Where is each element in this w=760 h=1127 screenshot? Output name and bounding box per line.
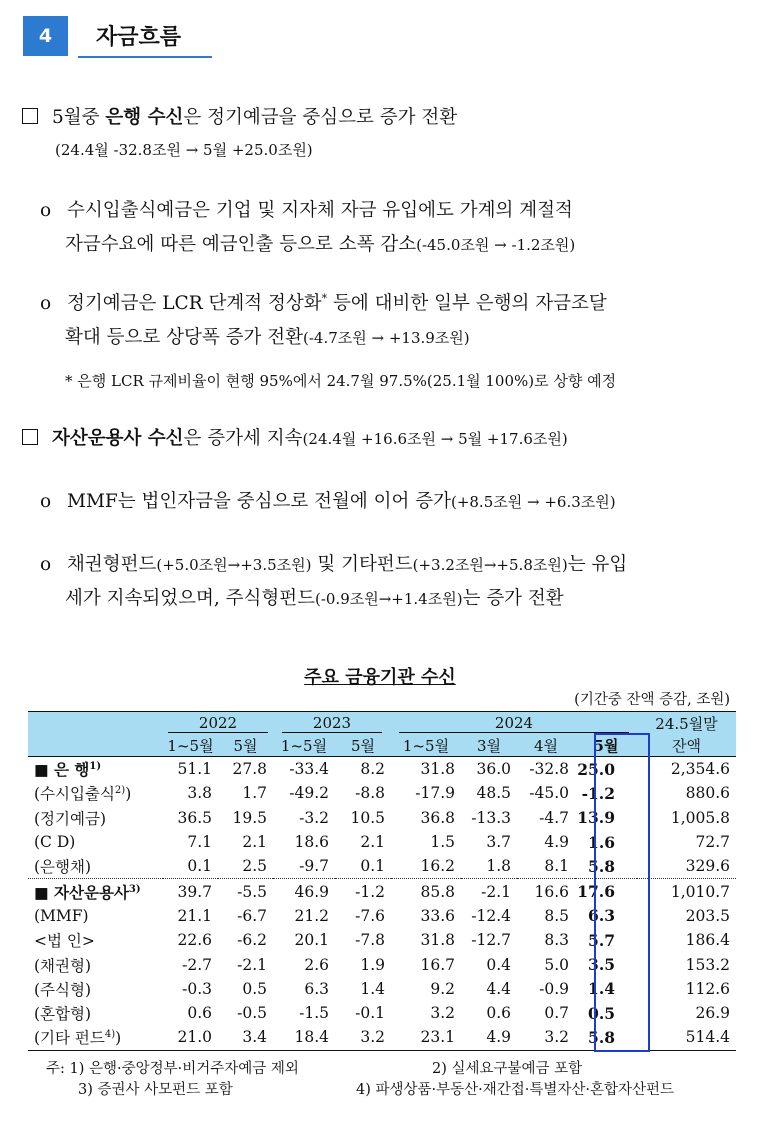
- bullet4-e: 는 유입: [567, 554, 628, 575]
- year-2022: 2022: [168, 714, 268, 733]
- table-cell: -2.1: [481, 882, 511, 901]
- cell-may-2024: 1.4: [588, 979, 615, 999]
- bullet4-b: (+5.0조원→+3.5조원): [156, 556, 312, 574]
- table-cell: 8.5: [544, 906, 569, 925]
- bullet2-sup: *: [321, 291, 328, 305]
- table-cell: 31.8: [420, 931, 455, 950]
- table-cell: 27.8: [232, 760, 267, 779]
- col-header: 3월: [461, 734, 517, 757]
- table-row: [28, 757, 736, 782]
- table-cell: 7.1: [187, 833, 212, 852]
- table-cell: 4.4: [486, 979, 511, 998]
- footnote-3: 3) 증권사 사모펀드 포함: [78, 1082, 233, 1098]
- bullet4-line2: [65, 584, 564, 610]
- cell-balance: 514.4: [685, 1028, 730, 1047]
- table-row: [28, 781, 736, 805]
- table-cell: 1.5: [430, 833, 455, 852]
- bullet4-d: (+3.2조원→+5.8조원): [412, 556, 568, 574]
- bullet-marker: o: [40, 293, 52, 314]
- cell-may-2024: 1.6: [588, 832, 615, 852]
- year-2023: 2023: [282, 714, 382, 733]
- table-cell: -3.2: [299, 808, 329, 827]
- cell-may-2024: 13.9: [577, 808, 615, 828]
- para-bank-deposits: [22, 103, 457, 129]
- cell-may-2024: 3.5: [588, 955, 615, 975]
- table-cell: -12.4: [471, 906, 511, 925]
- col-header: 5월: [335, 734, 391, 757]
- footnote-4: 4) 파생상품·부동산·재간접·특별자산·혼합자산펀드: [356, 1082, 675, 1098]
- table-cell: 3.2: [430, 1004, 455, 1023]
- para2-bold: 자산운용사 수신: [52, 428, 184, 449]
- table-row: [28, 854, 736, 879]
- table-cell: 0.1: [335, 854, 391, 879]
- table-cell: -6.2: [237, 931, 267, 950]
- table-cell: 31.8: [420, 760, 455, 779]
- table-row: [28, 952, 736, 976]
- table-cell: 2.1: [242, 833, 267, 852]
- row-label: (은행채): [28, 854, 163, 879]
- table-cell: 2.5: [218, 854, 273, 879]
- table-cell: 10.5: [350, 808, 385, 827]
- section-title-underline: [78, 56, 212, 58]
- table-cell: 48.5: [476, 784, 511, 803]
- table-cell: 3.7: [486, 833, 511, 852]
- table-cell: 36.5: [177, 808, 212, 827]
- table-cell: -1.5: [299, 1004, 329, 1023]
- table-cell: 18.4: [294, 1028, 329, 1047]
- row-label: ■ 은 행$^{1)}$: [34, 760, 102, 780]
- table-cell: 23.1: [420, 1028, 455, 1047]
- table-cell: -13.3: [471, 808, 511, 827]
- bullet2-tail: (-4.7조원 → +13.9조원): [302, 329, 470, 347]
- table-cell: -4.7: [539, 808, 569, 827]
- table-cell: -12.7: [471, 931, 511, 950]
- table-cell: -0.3: [182, 979, 212, 998]
- table-cell: -2.1: [237, 955, 267, 974]
- para1-bold: 은행 수신: [105, 107, 184, 128]
- cell-balance: 112.6: [685, 979, 730, 998]
- table-cell: 3.8: [187, 784, 212, 803]
- table-cell: 2.1: [360, 833, 385, 852]
- footnote-1: 주: 1) 은행·중앙정부·비거주자예금 제외: [46, 1061, 299, 1077]
- table-row: [28, 879, 736, 904]
- col-header: 1~5월: [163, 734, 218, 757]
- table-cell: -7.6: [355, 906, 385, 925]
- cell-may-2024: 0.5: [588, 1003, 615, 1023]
- table-row: [28, 928, 736, 952]
- bullet2-text2: 확대 등으로 상당폭 증가 전환: [65, 327, 303, 348]
- table-cell: -0.5: [237, 1004, 267, 1023]
- balance-header-2: 잔액: [637, 734, 736, 757]
- cell-balance: 186.4: [685, 931, 730, 950]
- table-cell: -49.2: [289, 784, 329, 803]
- table-cell: -2.7: [182, 955, 212, 974]
- table-cell: 0.4: [486, 955, 511, 974]
- header-row-periods: [28, 734, 736, 757]
- table-cell: 8.2: [360, 760, 385, 779]
- table-cell: -1.2: [355, 882, 385, 901]
- table-cell: 16.2: [391, 854, 461, 879]
- table-cell: -33.4: [289, 760, 329, 779]
- table-cell: -0.9: [539, 979, 569, 998]
- bullet4-line2-b: (-0.9조원→+1.4조원): [314, 590, 463, 608]
- table-cell: 46.9: [294, 882, 329, 901]
- bullet1-text2: 자금수요에 따른 예금인출 등으로 소폭 감소: [65, 234, 417, 255]
- cell-may-2024: 17.6: [577, 882, 615, 902]
- cell-balance: 153.2: [685, 955, 730, 974]
- cell-balance: 1,010.7: [670, 882, 730, 901]
- bullet-marker: o: [40, 491, 52, 512]
- cell-may-2024: 5.8: [588, 1027, 615, 1047]
- para2-tail: (24.4월 +16.6조원 → 5월 +17.6조원): [302, 430, 568, 448]
- bullet4-c: 및 기타펀드: [311, 554, 413, 575]
- para1-pre: 5월중: [52, 107, 106, 128]
- bullet-marker: o: [40, 200, 52, 221]
- row-label: (기타 펀드$^{4)}$): [34, 1029, 122, 1048]
- para-asset-managers: [22, 424, 568, 450]
- col-header: 5월: [218, 734, 273, 757]
- lcr-note: * 은행 LCR 규제비율이 현행 95%에서 24.7월 97.5%(25.1월 100%)로 상향 예정: [65, 372, 617, 390]
- row-label: <법 인>: [34, 932, 95, 951]
- bullet2-line1: [40, 289, 607, 315]
- table-cell: 0.7: [544, 1004, 569, 1023]
- table-cell: -9.7: [273, 854, 335, 879]
- table-cell: 1.8: [461, 854, 517, 879]
- table-cell: -45.0: [529, 784, 569, 803]
- table-cell: 0.6: [187, 1004, 212, 1023]
- table-row: [28, 806, 736, 830]
- bullet2-text1: 정기예금은 LCR 단계적 정상화: [67, 293, 322, 314]
- deposits-table: [28, 711, 736, 1051]
- table-unit: (기간중 잔액 증감, 조원): [574, 692, 730, 708]
- table-cell: 1.4: [360, 979, 385, 998]
- checkbox-square-icon: [22, 108, 38, 124]
- bullet4-a: 채권형펀드: [67, 554, 157, 575]
- table-cell: 18.6: [294, 833, 329, 852]
- bullet1-tail: (-45.0조원 → -1.2조원): [416, 236, 576, 254]
- table-row: [28, 1025, 736, 1050]
- table-row: [28, 977, 736, 1001]
- bullet1-line1: [40, 196, 573, 222]
- table-cell: 33.6: [420, 906, 455, 925]
- col-header: 4월: [517, 734, 575, 757]
- col-header: 1~5월: [273, 734, 335, 757]
- table-cell: 4.9: [544, 833, 569, 852]
- table-cell: 39.7: [177, 882, 212, 901]
- table-cell: 21.0: [177, 1028, 212, 1047]
- table-cell: 9.2: [430, 979, 455, 998]
- header-row-years: [28, 712, 736, 735]
- bullet-marker: o: [40, 554, 52, 575]
- table-cell: -17.9: [415, 784, 455, 803]
- table-caption: 주요 금융기관 수신: [304, 667, 456, 688]
- cell-balance: 1,005.8: [670, 808, 730, 827]
- table-cell: 0.6: [486, 1004, 511, 1023]
- table-cell: 85.8: [420, 882, 455, 901]
- bullet4-line2-c: 는 증가 전환: [462, 588, 564, 609]
- cell-may-2024: 25.0: [577, 759, 615, 779]
- table-cell: -32.8: [529, 760, 569, 779]
- row-label: (정기예금): [34, 809, 106, 828]
- table-cell: 36.0: [476, 760, 511, 779]
- para2-post: 은 증가세 지속: [183, 428, 303, 449]
- table-cell: -8.8: [355, 784, 385, 803]
- cell-may-2024: -1.2: [581, 783, 615, 803]
- table-cell: 1.7: [242, 784, 267, 803]
- cell-may-2024: 6.3: [588, 906, 615, 926]
- bullet3-tail: (+8.5조원 → +6.3조원): [450, 493, 616, 511]
- table-cell: 3.4: [242, 1028, 267, 1047]
- table-cell: 20.1: [294, 931, 329, 950]
- table-cell: 16.6: [534, 882, 569, 901]
- cell-may-2024: 5.7: [588, 930, 615, 950]
- row-label: (C D): [34, 833, 76, 852]
- table-cell: 21.2: [294, 906, 329, 925]
- table-cell: 51.1: [177, 760, 212, 779]
- checkbox-square-icon: [22, 429, 38, 445]
- table-cell: -6.7: [237, 906, 267, 925]
- para1-post: 은 정기예금을 중심으로 증가 전환: [183, 107, 458, 128]
- footnote-2: 2) 실세요구불예금 포함: [432, 1061, 583, 1077]
- row-label: ■ 자산운용사$^{3)}$: [34, 882, 141, 902]
- table-cell: -5.5: [237, 882, 267, 901]
- cell-may-2024: 5.8: [575, 854, 637, 879]
- section-number-badge: 4: [23, 16, 68, 56]
- table-cell: 8.1: [517, 854, 575, 879]
- bullet3-line1: [40, 487, 616, 513]
- bullet1-line2: [65, 230, 575, 256]
- bullet2-text1b: 등에 대비한 일부 은행의 자금조달: [327, 293, 607, 314]
- year-2024: 2024: [399, 714, 629, 733]
- table-row: [28, 1001, 736, 1025]
- bullet3-text: MMF는 법인자금을 중심으로 전월에 이어 증가: [67, 491, 451, 512]
- row-label: (채권형): [34, 956, 92, 975]
- row-label: (MMF): [34, 906, 89, 925]
- section-title: 자금흐름: [96, 25, 182, 50]
- table-cell: 8.3: [544, 931, 569, 950]
- cell-balance: 26.9: [695, 1004, 730, 1023]
- cell-balance: 2,354.6: [670, 760, 730, 779]
- table-cell: 36.8: [420, 808, 455, 827]
- cell-balance: 329.6: [637, 854, 736, 879]
- para1-sub: (24.4월 -32.8조원 → 5월 +25.0조원): [55, 141, 313, 159]
- cell-balance: 880.6: [685, 784, 730, 803]
- table-cell: 0.5: [242, 979, 267, 998]
- table-row: [28, 830, 736, 854]
- bullet2-line2: [65, 323, 470, 349]
- table-cell: 5.0: [544, 955, 569, 974]
- col-header-may-2024: 5월: [575, 734, 637, 757]
- col-header: 1~5월: [391, 734, 461, 757]
- table-cell: -0.1: [355, 1004, 385, 1023]
- table-cell: 3.2: [544, 1028, 569, 1047]
- row-label: (수시입출식$^{2)}$): [34, 785, 132, 804]
- cell-balance: 203.5: [685, 906, 730, 925]
- balance-header-1: 24.5월말: [637, 712, 736, 735]
- table-row: [28, 904, 736, 928]
- table-cell: 3.2: [360, 1028, 385, 1047]
- bullet4-line2-a: 세가 지속되었으며, 주식형펀드: [65, 588, 315, 609]
- bullet4-line1: [40, 550, 627, 576]
- table-cell: 2.6: [304, 955, 329, 974]
- row-label: (혼합형): [34, 1005, 92, 1024]
- table-cell: 19.5: [232, 808, 267, 827]
- table-cell: 4.9: [486, 1028, 511, 1047]
- table-cell: 21.1: [177, 906, 212, 925]
- table-cell: -7.8: [355, 931, 385, 950]
- table-cell: 6.3: [304, 979, 329, 998]
- table-cell: 16.7: [420, 955, 455, 974]
- row-label: (주식형): [34, 980, 92, 999]
- bullet1-text1: 수시입출식예금은 기업 및 지자체 자금 유입에도 가계의 계절적: [67, 200, 573, 221]
- cell-balance: 72.7: [695, 833, 730, 852]
- table-cell: 22.6: [177, 931, 212, 950]
- table-cell: 0.1: [163, 854, 218, 879]
- table-cell: 1.9: [360, 955, 385, 974]
